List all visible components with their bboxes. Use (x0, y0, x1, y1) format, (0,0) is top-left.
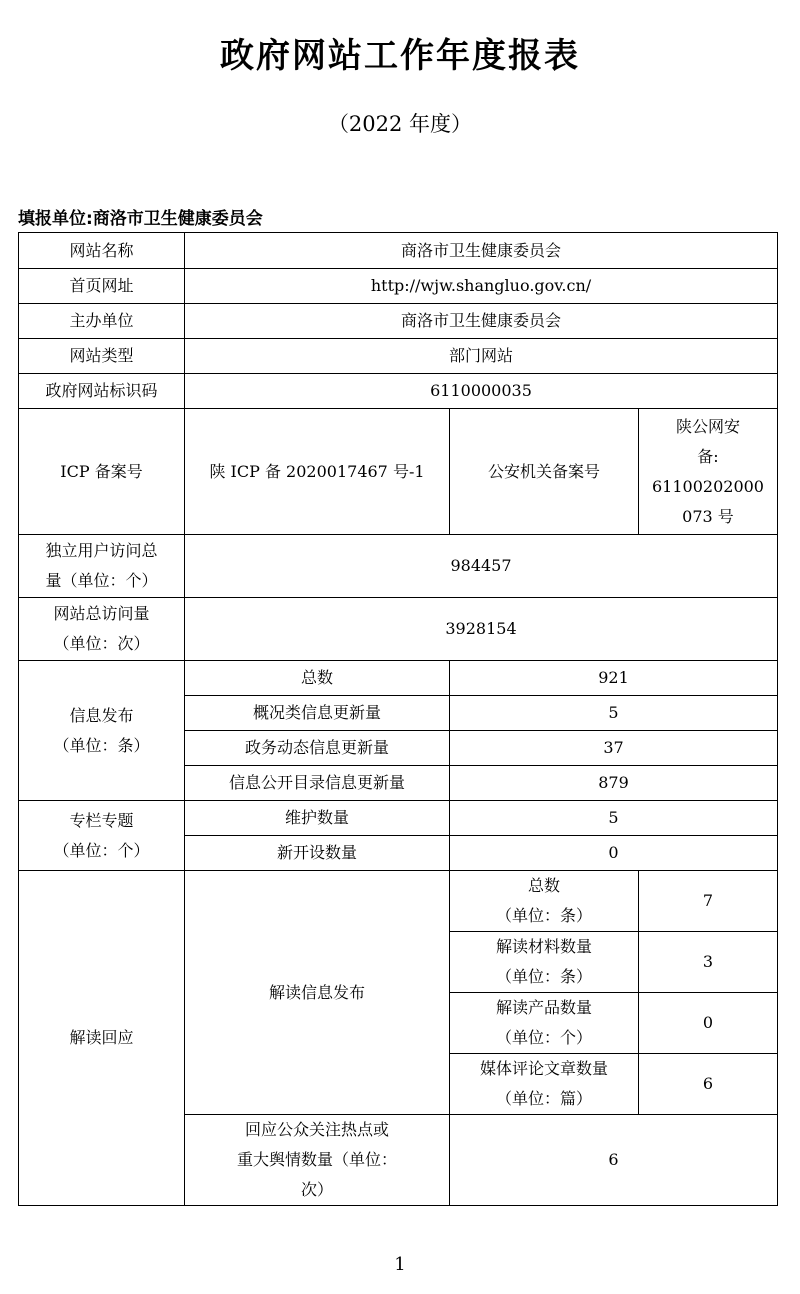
page-number: 1 (394, 1254, 406, 1275)
table-row (19, 233, 778, 269)
info-publish-item-value: 921 (450, 661, 778, 696)
table-row (19, 304, 778, 339)
total-visits-label-line: 网站总访问量 (53, 604, 150, 623)
interpretation-item-label (450, 932, 639, 993)
interpretation-item-value: 3 (639, 932, 778, 993)
interpretation-item-label-line: 解读材料数量 (495, 937, 592, 956)
interpretation-label: 解读回应 (19, 871, 185, 1206)
page-title: 政府网站工作年度报表 (220, 36, 580, 76)
info-publish-item-label: 概况类信息更新量 (185, 696, 450, 731)
report-year: （2022 年度） (327, 112, 473, 136)
interpretation-item-label-line: （单位：个） (495, 1028, 592, 1047)
interpretation-item-label-line: 解读产品数量 (495, 998, 592, 1017)
info-publish-item-label: 信息公开目录信息更新量 (185, 766, 450, 801)
interpretation-item-label-line: 总数 (527, 876, 560, 895)
police-record-line: 陕公网安 (675, 416, 740, 436)
info-publish-label-line: 信息发布 (69, 705, 134, 725)
response-label-line: 次） (300, 1180, 333, 1199)
total-visits-label (19, 598, 185, 661)
interpretation-item-label-line: 媒体评论文章数量 (479, 1059, 608, 1078)
info-publish-item-value: 5 (450, 696, 778, 731)
interpretation-item-value: 0 (639, 993, 778, 1054)
site-name-value: 商洛市卫生健康委员会 (185, 233, 778, 269)
site-type-value: 部门网站 (185, 339, 778, 374)
columns-item-label: 新开设数量 (185, 836, 450, 871)
response-value: 6 (450, 1115, 778, 1206)
table-row (19, 269, 778, 304)
police-record-line: 备: (697, 446, 719, 466)
police-record-label: 公安机关备案号 (450, 409, 639, 535)
site-name-label: 网站名称 (19, 233, 185, 269)
table-row (19, 535, 778, 598)
interpretation-item-label-line: （单位：条） (495, 967, 592, 986)
info-publish-item-label: 总数 (185, 661, 450, 696)
response-label-line: 重大舆情数量（单位： (236, 1150, 397, 1169)
table-row (19, 801, 778, 836)
total-visits-value: 3928154 (185, 598, 778, 661)
homepage-url[interactable]: http://wjw.shangluo.gov.cn/ (185, 269, 778, 304)
table-row (19, 339, 778, 374)
sponsor-label: 主办单位 (19, 304, 185, 339)
unique-visitors-label-line: 独立用户访问总 (45, 541, 158, 560)
info-publish-label-line: （单位：条） (53, 735, 150, 755)
columns-label-line: （单位：个） (53, 840, 150, 860)
response-label (185, 1115, 450, 1206)
police-record-line: 073 号 (682, 506, 734, 526)
table-row (19, 661, 778, 696)
homepage-label: 首页网址 (19, 269, 185, 304)
unique-visitors-label (19, 535, 185, 598)
reporting-unit: 填报单位:商洛市卫生健康委员会 (18, 209, 263, 229)
table-row (19, 374, 778, 409)
police-record-line: 61100202000 (652, 476, 764, 496)
response-label-line: 回应公众关注热点或 (244, 1120, 389, 1139)
sponsor-value: 商洛市卫生健康委员会 (185, 304, 778, 339)
site-type-label: 网站类型 (19, 339, 185, 374)
interpretation-item-value: 6 (639, 1054, 778, 1115)
report-table (18, 232, 778, 1206)
icp-value: 陕 ICP 备 2020017467 号-1 (185, 409, 450, 535)
interpretation-item-label (450, 1054, 639, 1115)
table-row (19, 871, 778, 932)
site-code-value: 6110000035 (185, 374, 778, 409)
interpretation-item-label-line: （单位：篇） (495, 1089, 592, 1108)
total-visits-label-line: （单位：次） (53, 634, 150, 653)
info-publish-item-label: 政务动态信息更新量 (185, 731, 450, 766)
table-row (19, 409, 778, 535)
columns-label (19, 801, 185, 871)
interpretation-publish-label: 解读信息发布 (185, 871, 450, 1115)
interpretation-item-label-line: （单位：条） (495, 906, 592, 925)
unique-visitors-value: 984457 (185, 535, 778, 598)
columns-item-value: 0 (450, 836, 778, 871)
info-publish-item-value: 37 (450, 731, 778, 766)
icp-label: ICP 备案号 (19, 409, 185, 535)
table-row (19, 598, 778, 661)
columns-label-line: 专栏专题 (69, 810, 134, 830)
site-code-label: 政府网站标识码 (19, 374, 185, 409)
columns-item-value: 5 (450, 801, 778, 836)
info-publish-item-value: 879 (450, 766, 778, 801)
columns-item-label: 维护数量 (185, 801, 450, 836)
police-record-value (639, 409, 778, 535)
unique-visitors-label-line: 量（单位：个） (45, 571, 158, 590)
info-publish-label (19, 661, 185, 801)
interpretation-item-label (450, 993, 639, 1054)
interpretation-item-label (450, 871, 639, 932)
interpretation-item-value: 7 (639, 871, 778, 932)
